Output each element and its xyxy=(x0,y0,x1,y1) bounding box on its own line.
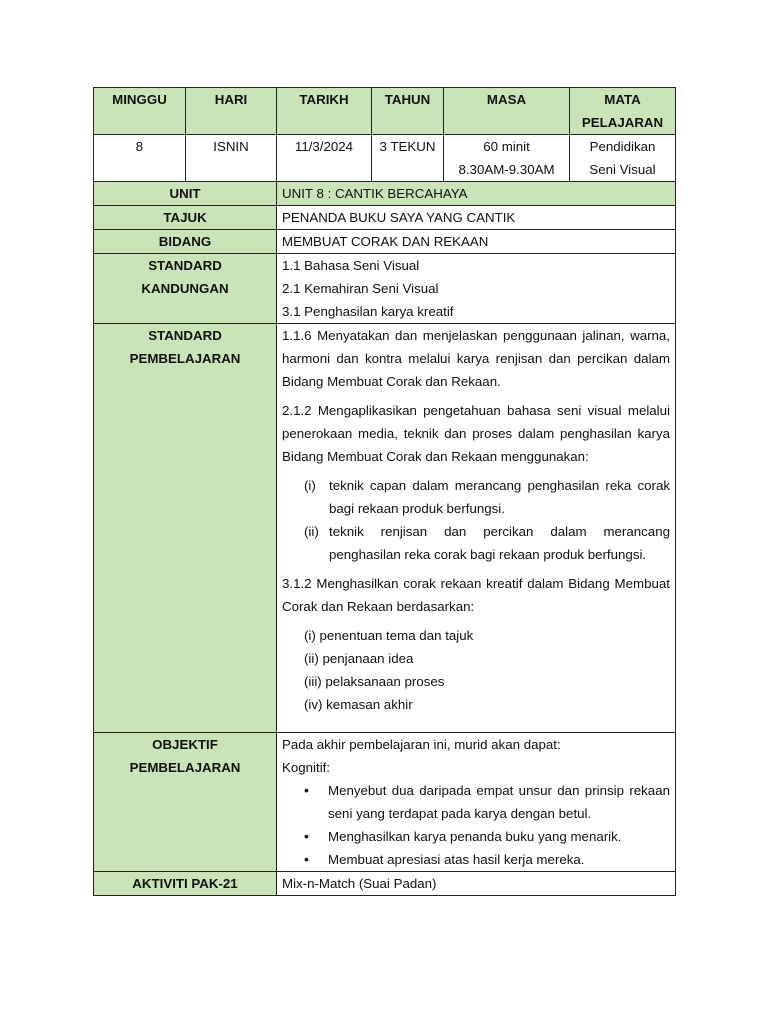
list-item-number: (i) xyxy=(304,478,316,493)
sp-p3-list xyxy=(304,624,670,716)
header-hari: HARI xyxy=(186,88,277,135)
list-item: (iv) kemasan akhir xyxy=(304,697,413,712)
aktiviti-value: Mix-n-Match (Suai Padan) xyxy=(277,872,676,896)
aktiviti-row xyxy=(94,872,676,896)
standard-kandungan-value xyxy=(277,254,676,324)
aktiviti-label: AKTIVITI PAK-21 xyxy=(94,872,277,896)
sp-label-line1: STANDARD xyxy=(148,328,222,343)
bidang-row xyxy=(94,230,676,254)
objektif-value xyxy=(277,733,676,872)
list-item xyxy=(282,848,670,871)
tajuk-row xyxy=(94,206,676,230)
standard-pembelajaran-row xyxy=(94,324,676,733)
objektif-row xyxy=(94,733,676,872)
unit-label: UNIT xyxy=(94,182,277,206)
info-row xyxy=(94,135,676,182)
sk-item: 2.1 Kemahiran Seni Visual xyxy=(282,281,439,296)
standard-kandungan-row xyxy=(94,254,676,324)
objektif-label xyxy=(94,733,277,872)
list-item: (i) penentuan tema dan tajuk xyxy=(304,628,474,643)
list-item: (iii) pelaksanaan proses xyxy=(304,674,445,689)
sk-item: 1.1 Bahasa Seni Visual xyxy=(282,258,420,273)
sk-label-line2: KANDUNGAN xyxy=(141,281,229,296)
list-item-text: teknik capan dalam merancang penghasilan reka corak bagi rekaan produk berfungsi. xyxy=(329,478,670,516)
list-item-text: teknik renjisan dan percikan dalam merancang penghasilan reka corak bagi rekaan produk berfungsi. xyxy=(329,524,670,562)
bidang-label: BIDANG xyxy=(94,230,277,254)
header-masa: MASA xyxy=(444,88,570,135)
info-hari: ISNIN xyxy=(186,135,277,182)
list-item-text: Menghasilkan karya penanda buku yang menarik. xyxy=(328,829,622,844)
lesson-plan-table xyxy=(93,87,676,896)
header-row xyxy=(94,88,676,135)
header-mata-pelajaran xyxy=(570,88,676,135)
info-masa xyxy=(444,135,570,182)
sk-label-line1: STANDARD xyxy=(148,258,222,273)
sp-p2-list xyxy=(282,474,670,566)
standard-kandungan-label xyxy=(94,254,277,324)
header-tarikh: TARIKH xyxy=(277,88,372,135)
tajuk-label: TAJUK xyxy=(94,206,277,230)
obj-label-line1: OBJEKTIF xyxy=(152,737,218,752)
info-minggu: 8 xyxy=(94,135,186,182)
sp-paragraph-3: 3.1.2 Menghasilkan corak rekaan kreatif dalam Bidang Membuat Corak dan Rekaan berdasarkan: xyxy=(282,576,670,614)
unit-row xyxy=(94,182,676,206)
header-tahun: TAHUN xyxy=(372,88,444,135)
info-masa-duration: 60 minit xyxy=(483,139,530,154)
info-masa-time: 8.30AM-9.30AM xyxy=(458,162,555,177)
bullet-icon xyxy=(282,779,328,825)
objektif-list xyxy=(282,779,670,871)
standard-pembelajaran-label xyxy=(94,324,277,733)
info-subjek-line1: Pendidikan xyxy=(589,139,656,154)
list-item: (ii) penjanaan idea xyxy=(304,651,414,666)
header-mata-line2: PELAJARAN xyxy=(581,115,664,130)
bullet-icon xyxy=(282,825,328,848)
list-item-text: Menyebut dua daripada empat unsur dan prinsip rekaan seni yang terdapat pada karya dengan betul. xyxy=(328,783,670,821)
tajuk-value: PENANDA BUKU SAYA YANG CANTIK xyxy=(277,206,676,230)
list-item xyxy=(282,825,670,848)
bullet-icon xyxy=(282,848,328,871)
list-item-number: (ii) xyxy=(304,524,319,539)
sp-paragraph-2: 2.1.2 Mengaplikasikan pengetahuan bahasa seni visual melalui penerokaan media, teknik dan proses dalam penghasilan karya Bidang Membuat Corak dan Rekaan menggunakan: xyxy=(282,403,670,464)
list-item xyxy=(282,779,670,825)
list-item xyxy=(282,520,670,566)
header-minggu: MINGGU xyxy=(94,88,186,135)
objektif-kognitif: Kognitif: xyxy=(282,760,331,775)
objektif-intro: Pada akhir pembelajaran ini, murid akan dapat: xyxy=(282,737,561,752)
unit-value: UNIT 8 : CANTIK BERCAHAYA xyxy=(277,182,676,206)
standard-pembelajaran-value xyxy=(277,324,676,733)
sk-item: 3.1 Penghasilan karya kreatif xyxy=(282,304,454,319)
obj-label-line2: PEMBELAJARAN xyxy=(129,760,241,775)
bidang-value: MEMBUAT CORAK DAN REKAAN xyxy=(277,230,676,254)
info-tahun: 3 TEKUN xyxy=(372,135,444,182)
info-subjek-line2: Seni Visual xyxy=(589,162,656,177)
sp-paragraph-1: 1.1.6 Menyatakan dan menjelaskan penggunaan jalinan, warna, harmoni dan kontra melalui karya renjisan dan percikan dalam Bidang Membuat Corak dan Rekaan. xyxy=(282,328,670,389)
info-subjek xyxy=(570,135,676,182)
sp-label-line2: PEMBELAJARAN xyxy=(129,351,241,366)
header-mata-line1: MATA xyxy=(604,92,641,107)
list-item-text: Membuat apresiasi atas hasil kerja mereka. xyxy=(328,852,585,867)
info-tarikh: 11/3/2024 xyxy=(277,135,372,182)
list-item xyxy=(282,474,670,520)
